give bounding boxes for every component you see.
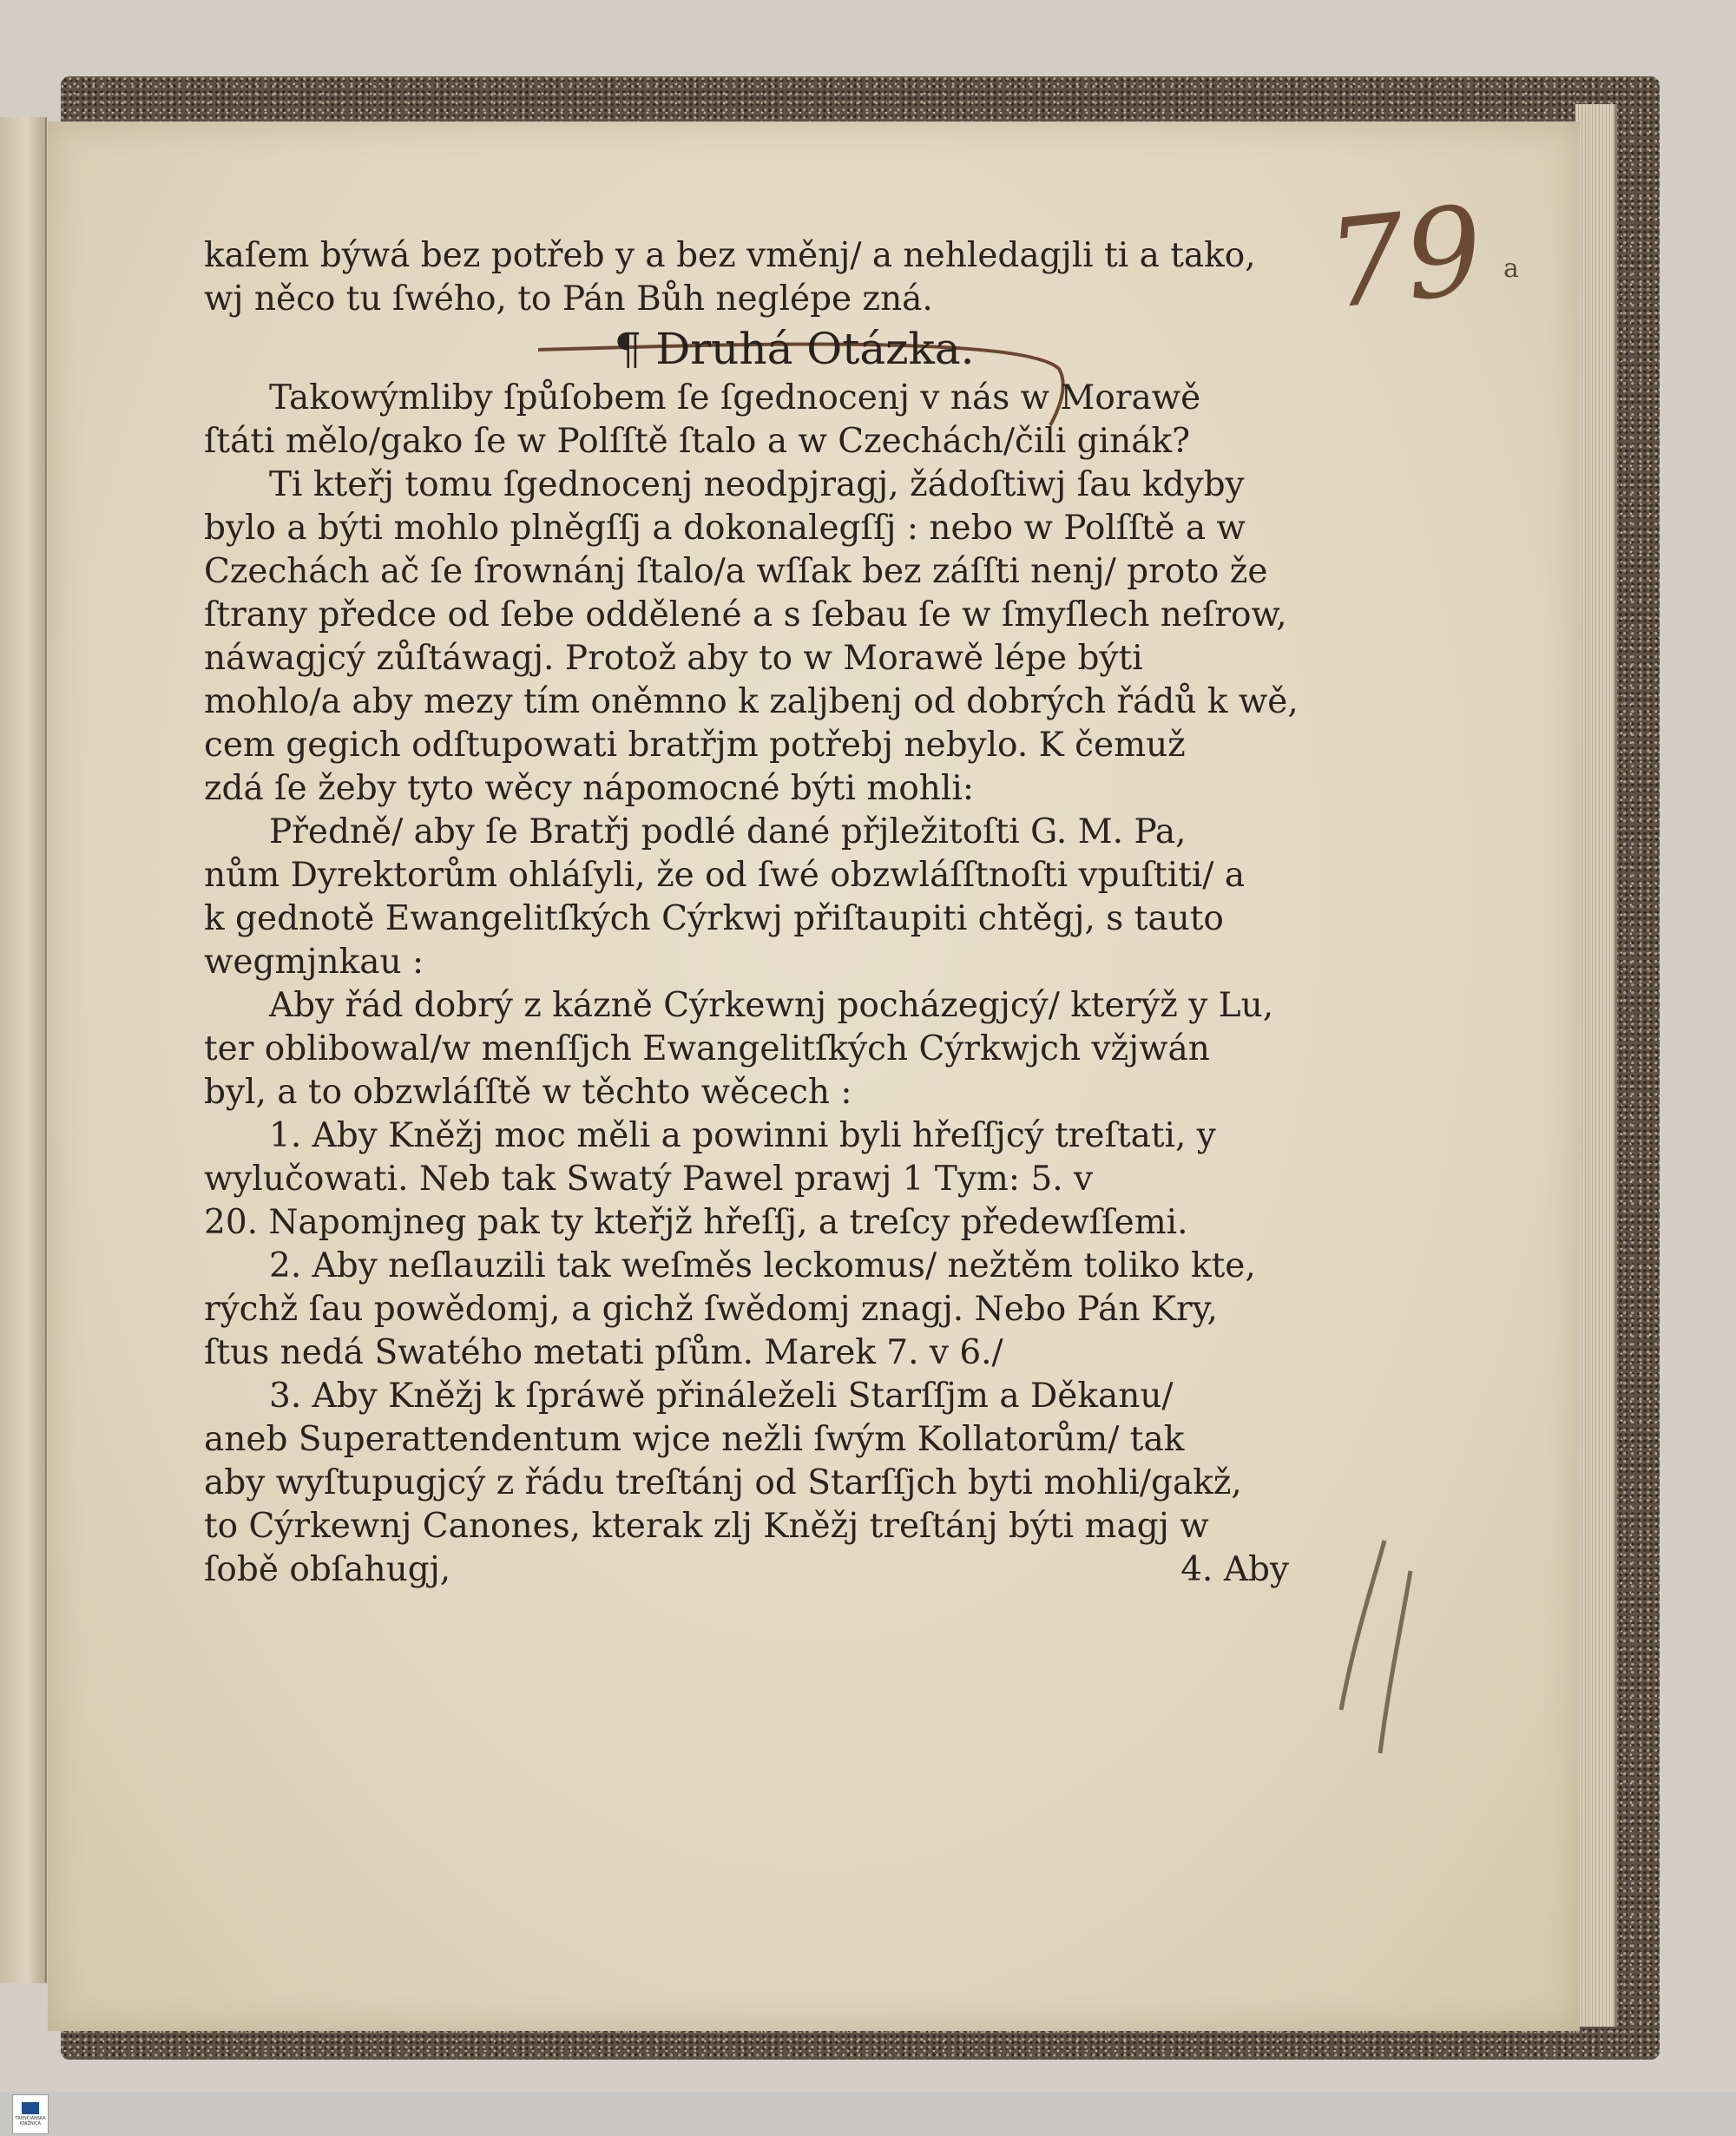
text-line: 1. Aby Kněžj moc měli a powinni byli hřeſſjcý treſtati, y [269, 1116, 1216, 1155]
text-line: Czechách ač ſe ſrownánj ſtalo/a wſſak bez záſſti nenj/ proto že [204, 552, 1268, 591]
text-line: Takowýmliby ſpůſobem ſe ſgednocenj v nás w Morawě [269, 378, 1201, 417]
text-line: wegmjnkau : [204, 943, 424, 982]
library-logo-text: TRENČIANSKA KNIŽNICA [15, 2116, 46, 2126]
text-line: k gednotě Ewangelitſkých Cýrkwj přiſtaupiti chtěgj, s tauto [204, 899, 1224, 938]
library-logo-icon [22, 2102, 39, 2114]
text-line: 2. Aby neſlauzili tak weſměs leckomus/ nežtěm toliko kte, [269, 1246, 1256, 1285]
catchword: 4. Aby [1180, 1550, 1289, 1589]
page-stack-edge [1575, 104, 1617, 2027]
folio-number: 79 [1320, 180, 1490, 338]
text-line: bylo a býti mohlo plněgſſj a dokonalegſſj : nebo w Polſſtě a w [204, 509, 1246, 548]
text-line: ſobě obſahugj, [204, 1550, 451, 1589]
text-line: Aby řád dobrý z kázně Cýrkewnj pocházegjcý/ kterýž y Lu, [269, 986, 1274, 1025]
answer-paragraph [204, 463, 1306, 811]
text-line: aneb Superattendentum wjce nežli ſwým Kollatorům/ tak [204, 1420, 1185, 1459]
text-line: 20. Napomjneg pak ty kteřjž hřeſſj, a treſcy předewſſemi. [204, 1203, 1188, 1242]
first-point-paragraph [204, 811, 1306, 984]
text-line: to Cýrkewnj Canones, kterak zlj Kněžj treſtánj býti magj w [204, 1507, 1209, 1546]
item-1 [204, 1114, 1306, 1245]
text-line: aby wyſtupugjcý z řádu treſtánj od Starſſjch byti mohli/gakž, [204, 1463, 1242, 1502]
text-line: byl, a to obzwláſſtě w těchto wěcech : [204, 1073, 852, 1112]
text-line: wj něco tu ſwého, to Pán Bůh neglépe zná. [204, 279, 933, 319]
text-line: ſtáti mělo/gako ſe w Polſſtě ſtalo a w Czechách/čili ginák? [204, 422, 1191, 461]
question-paragraph [204, 377, 1306, 463]
top-continuation [204, 234, 1306, 321]
last-line-row [204, 1548, 1306, 1592]
text-line: kaſem býwá bez potřeb y a bez vměnj/ a nehledagjli ti a tako, [204, 236, 1256, 275]
text-line: Ti kteřj tomu ſgednocenj neodpjragj, žádoſtiwj ſau kdyby [269, 465, 1245, 504]
text-line: 3. Aby Kněžj k ſpráwě přináleželi Starſſjm a Děkanu/ [269, 1377, 1174, 1416]
text-line: Předně/ aby ſe Bratřj podlé dané přjležitoſti G. M. Pa, [269, 812, 1187, 851]
text-line: cem gegich odſtupowati bratřjm potřebj nebylo. K čemuž [204, 726, 1186, 765]
item-3 [204, 1375, 1306, 1548]
margin-mark: a [1503, 253, 1519, 284]
text-line: náwagjcý zůſtáwagj. Protož aby to w Morawě lépe býti [204, 639, 1143, 678]
main-text-block [204, 234, 1306, 1592]
pencil-margin-mark [1319, 1536, 1424, 1762]
text-line: zdá ſe žeby tyto wěcy nápomocné býti mohli: [204, 769, 975, 808]
condition-paragraph [204, 984, 1306, 1114]
item-2 [204, 1245, 1306, 1375]
text-line: ſtrany předce od ſebe oddělené a s ſebau ſe w ſmyſlech neſrow, [204, 595, 1287, 634]
text-line: ſtus nedá Swatého metati pſům. Marek 7. v 6./ [204, 1333, 1003, 1372]
text-line: rýchž ſau powědomj, a gichž ſwědomj znagj. Nebo Pán Kry, [204, 1290, 1218, 1329]
library-logo [12, 2094, 49, 2134]
pilcrow-icon: ¶ [614, 324, 642, 374]
text-line: mohlo/a aby mezy tím oněmno k zaljbenj od dobrých řádů k wě, [204, 682, 1299, 721]
viewer-footer-bar [0, 2092, 1736, 2136]
text-line: nům Dyrektorům ohláſyli, že od ſwé obzwláſſtnoſti vpuſtiti/ a [204, 856, 1246, 895]
text-line: ter oblibowal/w menſſjch Ewangelitſkých Cýrkwjch vžjwán [204, 1029, 1210, 1068]
text-line: wylučowati. Neb tak Swatý Pawel prawj 1 Tym: 5. v [204, 1160, 1094, 1199]
heading-text: Druhá Otázka. [655, 324, 975, 374]
section-heading [204, 321, 1306, 377]
facing-page-edge [0, 117, 47, 1983]
